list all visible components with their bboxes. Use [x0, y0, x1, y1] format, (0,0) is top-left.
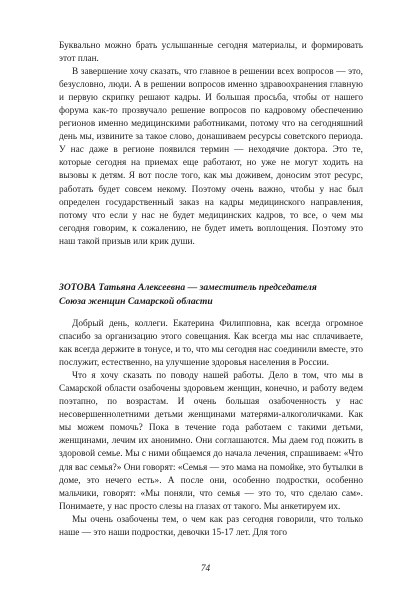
paragraph: Что я хочу сказать по поводу нашей работы. Дело в том, что мы в Самарской области озабочены здоровьем женщин, конечно, и работу ведем поэтапно, по возрастам. И очень большая озабоченность у нас несовершеннолетними детьми женщинами матерями-алкоголичками. Как мы можем помочь? Пока в течение года работаем с такими детьми, женщинами, лечим их анонимно. Они соглашаются. Мы даем год пожить в здоровой семье. Мы с ними общаемся до начала лечения, спрашиваем: «Что для вас семья?» Они говорят: «Семья — это мама на помойке, это бутылки в доме, это нечего есть». А после они, особенно подростки, особенно мальчики, говорят: «Мы поняли, что семья — это то, что сделаю сам». Понимаете, у нас просто слезы на глазах от такого. Мы анкетируем их. [59, 371, 363, 512]
speaker-heading-line: Союза женщин Самарской области [59, 295, 213, 307]
page-number: 74 [200, 564, 211, 574]
speech-text-block [59, 318, 363, 540]
paragraph: Добрый день, коллеги. Екатерина Филипповна, как всегда огромное спасибо за организацию этого совещания. Как всегда мы нас сплачиваете, как всегда держите в тонусе, и то, что мы сегодня нас соединили вместе, это послужит, естественно, на улучшение здоровья населения в России. [59, 319, 363, 369]
speaker-heading-line: ЗОТОВА Татьяна Алексеевна — заместитель председателя [59, 282, 317, 293]
paragraph: Мы очень озабочены тем, о чем как раз сегодня говорили, что только наше — это наши подростки, девочки 15-17 лет. Для того [59, 514, 363, 538]
speaker-heading [59, 281, 363, 308]
paragraph: В завершение хочу сказать, что главное в решении всех вопросов — это, безусловно, люди. А в решении вопросов именно здравоохранения главную и первую скрипку решают кадры. И большая просьба, чтобы от нашего форума как-то прозвучало решение вопросов по кадровому обеспечению регионов именно медицинскими работниками, потому что на сегодняшний день мы, извините за такое слово, донашиваем ресурсы советского периода. У нас даже в регионе появился термин — неходячие доктора. Это те, которые сегодня на приемах еще работают, но уже не могут ходить на вызовы к детям. Я вот после того, как мы доживем, доносим этот ресурс, работать будет совсем некому. Поэтому очень важно, чтобы у нас был определен государственный заказ на кадры медицинского направления, потому что если у нас не будет медицинских кадров, то все, о чем мы сегодня говорим, к сожалению, не будет иметь воплощения. Поэтому это наш такой призыв или крик души. [59, 67, 363, 247]
intro-text-block [59, 40, 363, 249]
paragraph: Буквально можно брать услышанные сегодня материалы, и формировать этот план. [59, 41, 363, 65]
